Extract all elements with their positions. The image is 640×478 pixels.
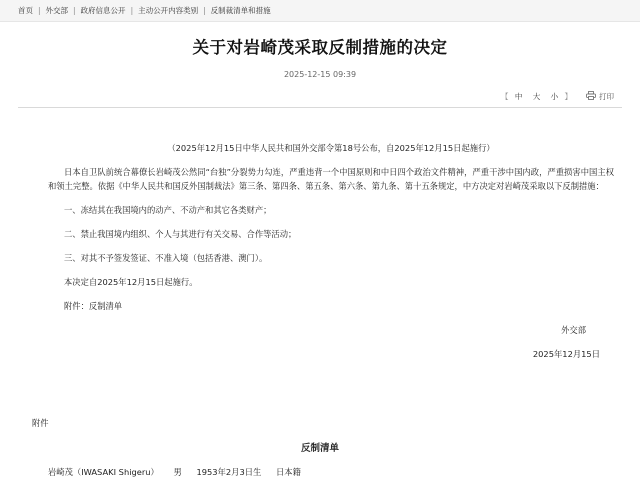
measure-item: 二、禁止我国境内组织、个人与其进行有关交易、合作等活动； <box>64 229 297 240</box>
document-paragraph-intro: 日本自卫队前统合幕僚长岩崎茂公然同“台独”分裂势力勾连，严重违背一个中国原则和中日四个政治文件精神，严重干涉中国内政，严重损害中国主权和领土完整。依据《中华人民共和国反外国制裁法》第三条、第四条、第五条、第六条、第九条、第十五条规定，中方决定对岩崎茂采取以下反制措施： <box>48 167 614 192</box>
sanction-list-entry <box>48 466 313 478</box>
signer: 外交部 <box>561 325 586 336</box>
font-size-medium-button[interactable]: 中 <box>514 92 523 101</box>
page-title: 关于对岩崎茂采取反制措施的决定 <box>192 38 448 57</box>
entry-birth: 1953年2月3日生 <box>196 467 262 477</box>
measure-item: 一、冻结其在我国境内的动产、不动产和其它各类财产； <box>64 205 272 216</box>
entry-nationality: 日本籍 <box>275 467 301 477</box>
effective-date-statement: 本决定自2025年12月15日起施行。 <box>64 277 198 288</box>
breadcrumb-info-disclosure[interactable]: 政府信息公开 <box>80 6 126 15</box>
breadcrumb-mfa[interactable]: 外交部 <box>45 6 69 15</box>
breadcrumb-separator: | <box>73 6 76 15</box>
document-body <box>48 133 614 361</box>
sign-date: 2025年12月15日 <box>532 349 600 360</box>
article-toolbar <box>501 91 614 102</box>
measure-item: 三、对其不予签发签证、不准入境（包括香港、澳门）。 <box>64 253 268 264</box>
font-size-large-button[interactable]: 大 <box>532 92 541 101</box>
breadcrumb-separator: | <box>203 6 206 15</box>
breadcrumb-categories[interactable]: 主动公开内容类别 <box>138 6 199 15</box>
bracket-open: 【 <box>500 92 509 101</box>
attachment-label: 附件 <box>32 418 49 428</box>
title-divider <box>18 107 622 108</box>
breadcrumb-separator: | <box>130 6 134 15</box>
breadcrumb-separator: | <box>38 6 41 15</box>
entry-name: 岩崎茂（IWASAKI Shigeru） <box>48 467 159 477</box>
bracket-close: 】 <box>564 92 572 101</box>
breadcrumb <box>0 0 640 22</box>
entry-gender: 男 <box>173 467 182 477</box>
sanction-list-title: 反制清单 <box>300 443 339 454</box>
breadcrumb-home[interactable]: 首页 <box>18 6 33 15</box>
breadcrumb-sanctions-list[interactable]: 反制裁清单和措施 <box>210 6 271 15</box>
font-size-small-button[interactable]: 小 <box>550 92 559 101</box>
print-button[interactable] <box>586 91 614 102</box>
document-preface: （2025年12月15日中华人民共和国外交部令第18号公布，自2025年12月15日起施行） <box>167 143 495 154</box>
print-icon <box>586 91 596 102</box>
publish-date: 2025-12-15 09:39 <box>283 70 357 79</box>
attachment-reference: 附件：反制清单 <box>64 301 123 312</box>
print-label: 打印 <box>599 92 614 101</box>
font-size-selector <box>501 91 572 102</box>
